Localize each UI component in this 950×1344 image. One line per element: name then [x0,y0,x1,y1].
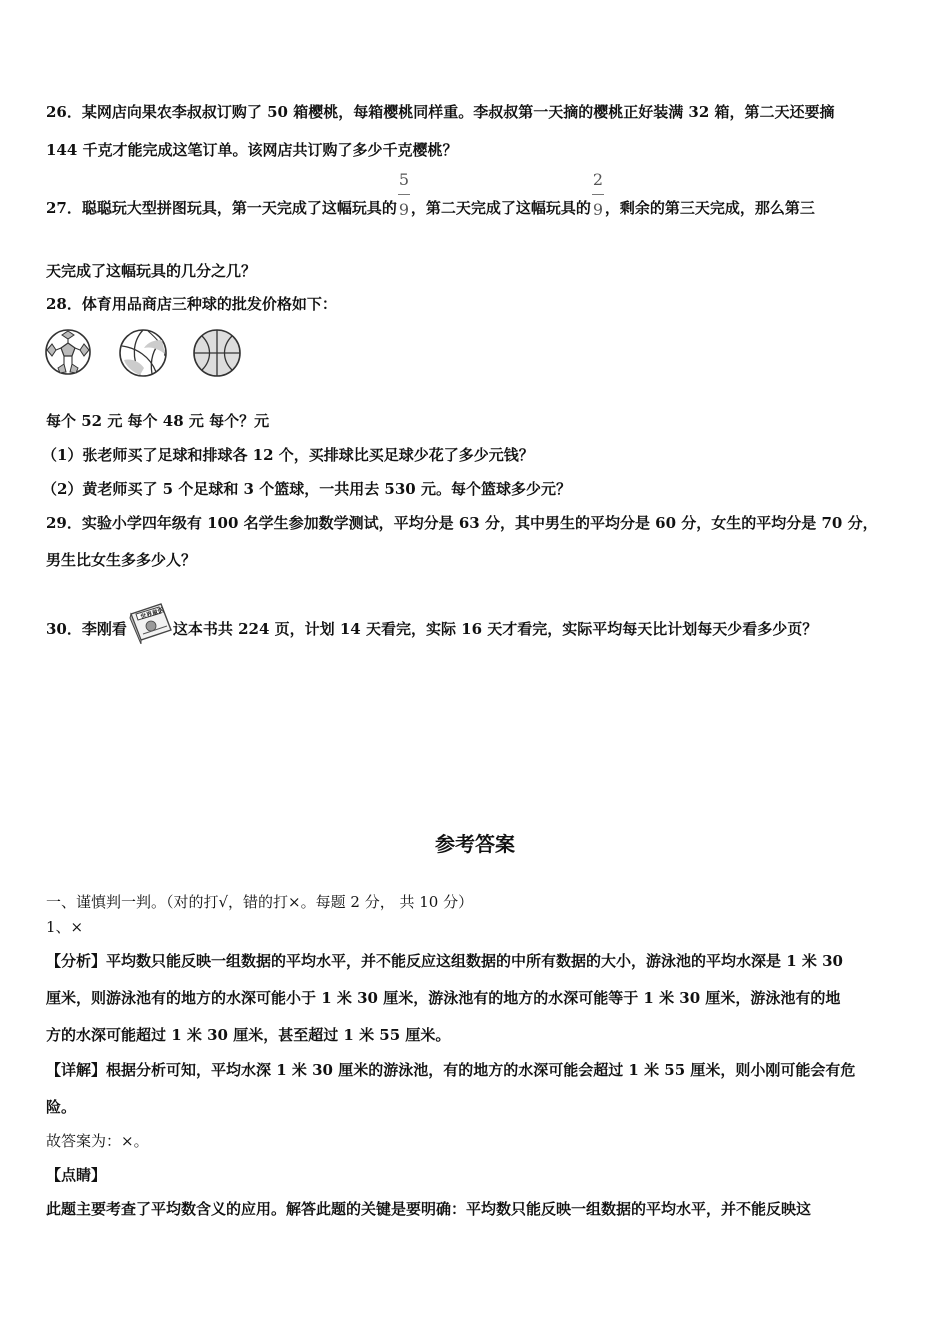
book-icon [127,600,173,644]
answers-section-heading: 一、谨慎判一判。（对的打√，错的打×。每题 2 分， 共 10 分） [46,893,474,911]
q27-part1: 27．聪聪玩大型拼图玩具，第一天完成了这幅玩具的 [46,199,397,217]
fraction-denominator: 9 [592,200,604,219]
analysis-line2: 厘米，则游泳池有的地方的水深可能小于 1 米 30 厘米，游泳池有的地方的水深可能等于 1 米 30 厘米，游泳池有的地 [46,989,841,1007]
answer-item-1: 1、× [46,918,84,936]
q28-sub1: （1）张老师买了足球和排球各 12 个，买排球比买足球少花了多少元钱？ [42,446,534,464]
q27-line1 [46,170,815,219]
fraction-numerator: 5 [398,170,410,189]
analysis-line3: 方的水深可能超过 1 米 30 厘米，甚至超过 1 米 55 厘米。 [46,1026,451,1044]
fraction-denominator: 9 [398,200,410,219]
answers-title: 参考答案 [435,832,515,856]
q26-line1: 26．某网店向果农李叔叔订购了 50 箱樱桃，每箱樱桃同样重。李叔叔第一天摘的樱桃正好装满 32 箱，第二天还要摘 [46,103,835,121]
q29-line2: 男生比女生多多少人？ [46,551,197,569]
answer-conclusion: 故答案为：×。 [46,1132,149,1150]
fraction-5-9 [397,170,411,219]
book-title: 世界童话 [139,606,165,621]
q28-prices: 每个 52 元 每个 48 元 每个？元 [46,412,270,430]
q28-sub2: （2）黄老师买了 5 个足球和 3 个篮球，一共用去 530 元。每个篮球多少元？ [42,480,571,498]
q29-line1: 29．实验小学四年级有 100 名学生参加数学测试，平均分是 63 分，其中男生的平均分是 60 分，女生的平均分是 70 分， [46,514,878,532]
q28-intro: 28．体育用品商店三种球的批发价格如下： [46,295,337,313]
q27-line2: 天完成了这幅玩具的几分之几？ [46,262,257,280]
q27-part2: ，第二天完成了这幅玩具的 [410,199,591,217]
analysis-line1: 【分析】平均数只能反映一组数据的平均水平，并不能反应这组数据的中所有数据的大小，游泳池的平均水深是 1 米 30 [46,952,843,970]
q30-part2: 这本书共 224 页，计划 14 天看完，实际 16 天才看完，实际平均每天比计划每天少看多少页？ [172,620,818,638]
detail-line2: 险。 [46,1098,77,1116]
detail-line1: 【详解】根据分析可知，平均水深 1 米 30 厘米的游泳池，有的地方的水深可能会超过 1 米 55 厘米，则小刚可能会有危 [46,1061,856,1079]
q30-line [46,608,817,652]
point-line1: 此题主要考查了平均数含义的应用。解答此题的关键是要明确：平均数只能反映一组数据的平均水平，并不能反映这 [46,1200,812,1218]
q26-line2: 144 千克才能完成这笔订单。该网店共订购了多少千克樱桃？ [46,141,458,159]
volleyball-icon [118,328,168,378]
fraction-numerator: 2 [592,170,604,189]
soccer-ball-icon [44,328,92,376]
fraction-2-9 [591,170,605,219]
point-label: 【点睛】 [46,1166,107,1184]
q30-part1: 30．李刚看 [46,620,127,638]
basketball-icon [192,328,242,378]
q27-part3: ，剩余的第三天完成，那么第三 [604,199,815,217]
